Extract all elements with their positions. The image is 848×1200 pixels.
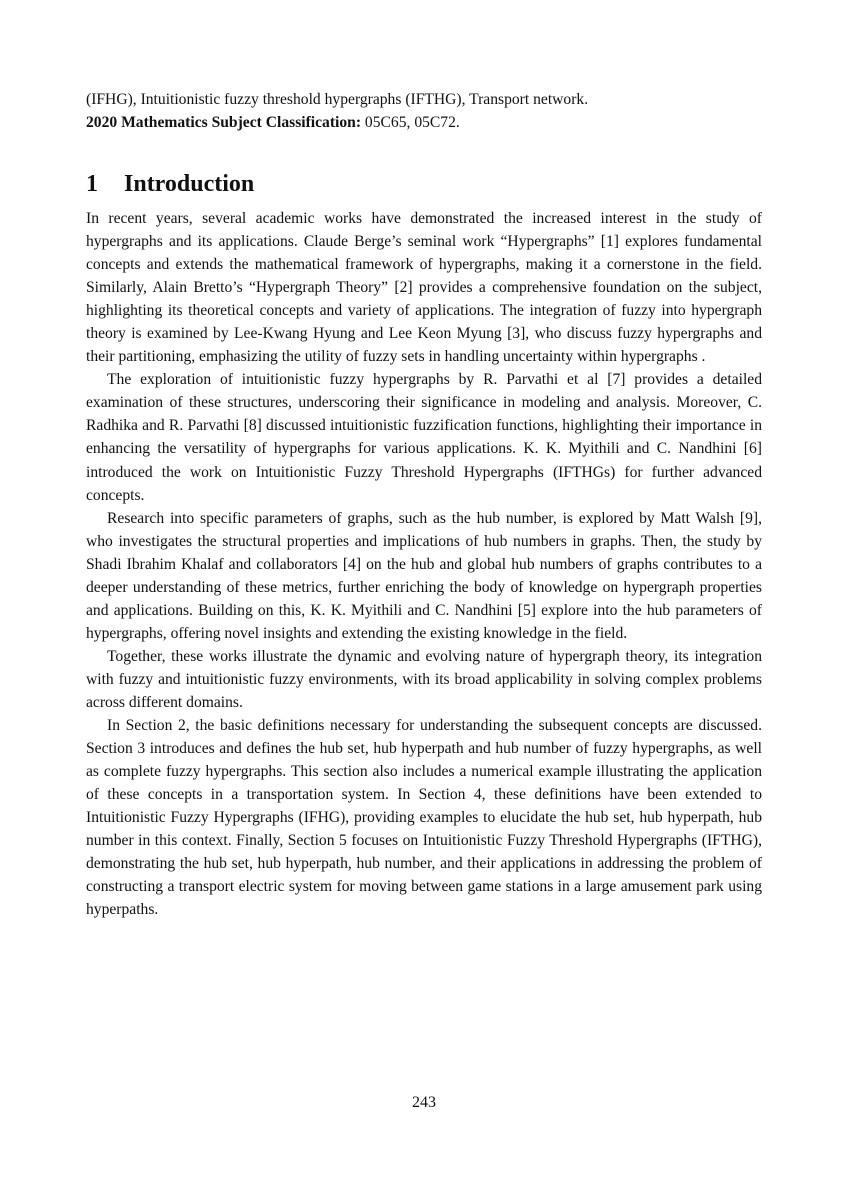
msc-label: 2020 Mathematics Subject Classification: [86, 114, 362, 131]
paragraph-1: In recent years, several academic works have demonstrated the increased interest in the study of hypergraphs and its applications. Claude Berge’s seminal work “Hypergraphs” [1] explores fundamental concepts and extends the mathematical framework of hypergraphs, making it a cornerstone in the field. Similarly, Alain Bretto’s “Hypergraph Theory” [2] provides a comprehensive foundation on the subject, highlighting its theoretical concepts and variety of applications. The integration of fuzzy into hypergraph theory is examined by Lee-Kwang Hyung and Lee Keon Myung [3], who discuss fuzzy hypergraphs and their partitioning, emphasizing the utility of fuzzy sets in handling uncertainty within hypergraphs . [86, 210, 762, 366]
paragraph-4: Together, these works illustrate the dynamic and evolving nature of hypergraph theory, its integration with fuzzy and intuitionistic fuzzy environments, with its broad applicability in solving complex problems across different domains. [86, 647, 762, 711]
section-title: Introduction [124, 171, 255, 197]
introduction-body [86, 207, 762, 921]
msc-value: 05C65, 05C72. [361, 114, 460, 131]
page-number: 243 [412, 1094, 436, 1111]
section-number: 1 [86, 171, 98, 197]
keywords-continuation: (IFHG), Intuitionistic fuzzy threshold hypergraphs (IFTHG), Transport network. [86, 91, 589, 108]
msc-classification [86, 111, 762, 134]
paragraph-3: Research into specific parameters of graphs, such as the hub number, is explored by Matt Walsh [9], who investigates the structural properties and implications of hub numbers in graphs. Then, the study by Shadi Ibrahim Khalaf and collaborators [4] on the hub and global hub numbers of graphs contributes to a deeper understanding of these metrics, further enriching the body of knowledge on hypergraph properties and applications. Building on this, K. K. Myithili and C. Nandhini [5] explore into the hub parameters of hypergraphs, offering novel insights and extending the existing knowledge in the field. [86, 509, 762, 642]
page-content [86, 88, 762, 921]
paragraph-2: The exploration of intuitionistic fuzzy hypergraphs by R. Parvathi et al [7] provides a detailed examination of these structures, underscoring their significance in modeling and analysis. Moreover, C. Radhika and R. Parvathi [8] discussed intuitionistic fuzzification functions, highlighting their importance in enhancing the versatility of hypergraphs for various applications. K. K. Myithili and C. Nandhini [6] introduced the work on Intuitionistic Fuzzy Threshold Hypergraphs (IFTHGs) for further advanced concepts. [86, 371, 762, 504]
paragraph-5: In Section 2, the basic definitions necessary for understanding the subsequent concepts are discussed. Section 3 introduces and defines the hub set, hub hyperpath and hub number of fuzzy hypergraphs, as well as complete fuzzy hypergraphs. This section also includes a numerical example illustrating the application of these concepts in a transportation system. In Section 4, these definitions have been extended to Intuitionistic Fuzzy Hypergraphs (IFHG), providing examples to elucidate the hub set, hub hyperpath, hub number in this context. Finally, Section 5 focuses on Intuitionistic Fuzzy Threshold Hypergraphs (IFTHG), demonstrating the hub set, hub hyperpath, hub number, and their applications in addressing the problem of constructing a transport electric system for moving between game stations in a large amusement park using hyperpaths. [86, 717, 762, 919]
section-heading [86, 167, 762, 201]
